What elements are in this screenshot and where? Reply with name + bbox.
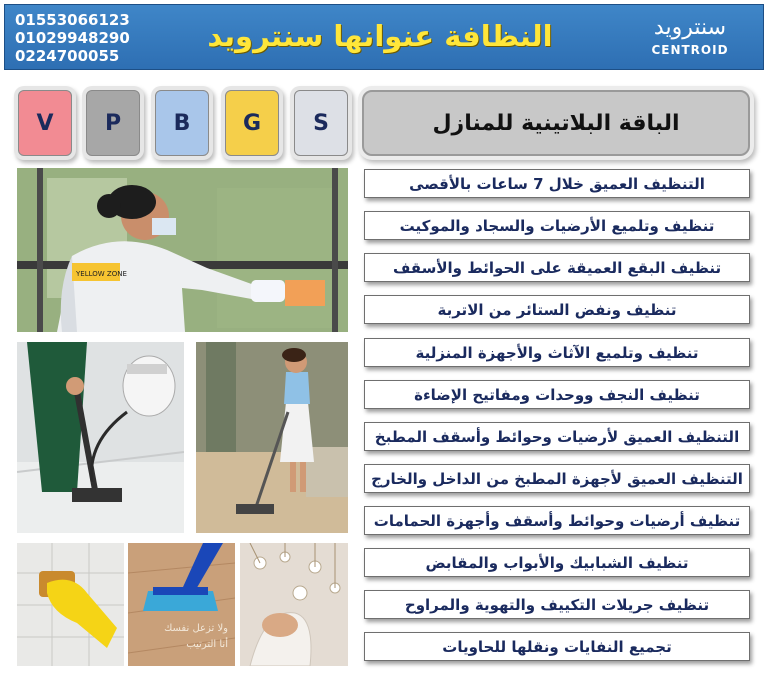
tile-cleaning-photo [17, 543, 124, 666]
header-banner [4, 4, 764, 70]
service-item: تنظيف النجف ووحدات ومفاتيح الإضاءة [364, 380, 750, 409]
service-item: تنظيف ونفض الستائر من الاتربة [364, 295, 750, 324]
package-button-p[interactable]: P [86, 90, 140, 156]
floor-mop-photo [128, 543, 235, 666]
centroid-logo [635, 13, 745, 65]
service-item: التنظيف العميق لأرضيات وحوائط وأسقف المطبخ [364, 422, 750, 451]
logo-english: CENTROID [651, 43, 729, 57]
steam-cleaning-photo [17, 342, 184, 533]
package-button-s[interactable]: S [294, 90, 348, 156]
phone-number[interactable]: 0224700055 [15, 47, 120, 65]
chandelier-cleaning-photo [240, 543, 348, 666]
package-button-b[interactable]: B [155, 90, 209, 156]
service-item: التنظيف العميق لأجهزة المطبخ من الداخل والخارج [364, 464, 750, 493]
service-item: تنظيف الشبابيك والأبواب والمقابض [364, 548, 750, 577]
uniform-logo: YELLOW ZONE [76, 270, 127, 278]
service-item: تنظيف أرضيات وحوائط وأسقف وأجهزة الحمامات [364, 506, 750, 535]
vacuum-carpet-photo [196, 342, 348, 533]
slogan: النظافة عنوانها سنترويد [207, 19, 553, 53]
package-button-g[interactable]: G [225, 90, 279, 156]
service-item: تجميع النفايات ونقلها للحاويات [364, 632, 750, 661]
phone-numbers [15, 11, 130, 65]
logo-arabic: سنترويد [653, 15, 727, 40]
service-item: تنظيف وتلميع الأرضيات والسجاد والموكيت [364, 211, 750, 240]
window-cleaning-photo [17, 168, 348, 332]
service-item: التنظيف العميق خلال 7 ساعات بالأقصى [364, 169, 750, 198]
floor-writing-1: ولا تزعل نفسك [164, 623, 228, 634]
service-item: تنظيف البقع العميقة على الحوائط والأسقف [364, 253, 750, 282]
floor-writing-2: أنا الترتيب [186, 639, 228, 650]
phone-number[interactable]: 01553066123 [15, 11, 130, 29]
phone-number[interactable]: 01029948290 [15, 29, 130, 47]
package-button-v[interactable]: V [18, 90, 72, 156]
service-item: تنظيف جريلات التكييف والتهوية والمراوح [364, 590, 750, 619]
package-title: الباقة البلاتينية للمنازل [362, 90, 750, 156]
service-item: تنظيف وتلميع الآثاث والأجهزة المنزلية [364, 338, 750, 367]
